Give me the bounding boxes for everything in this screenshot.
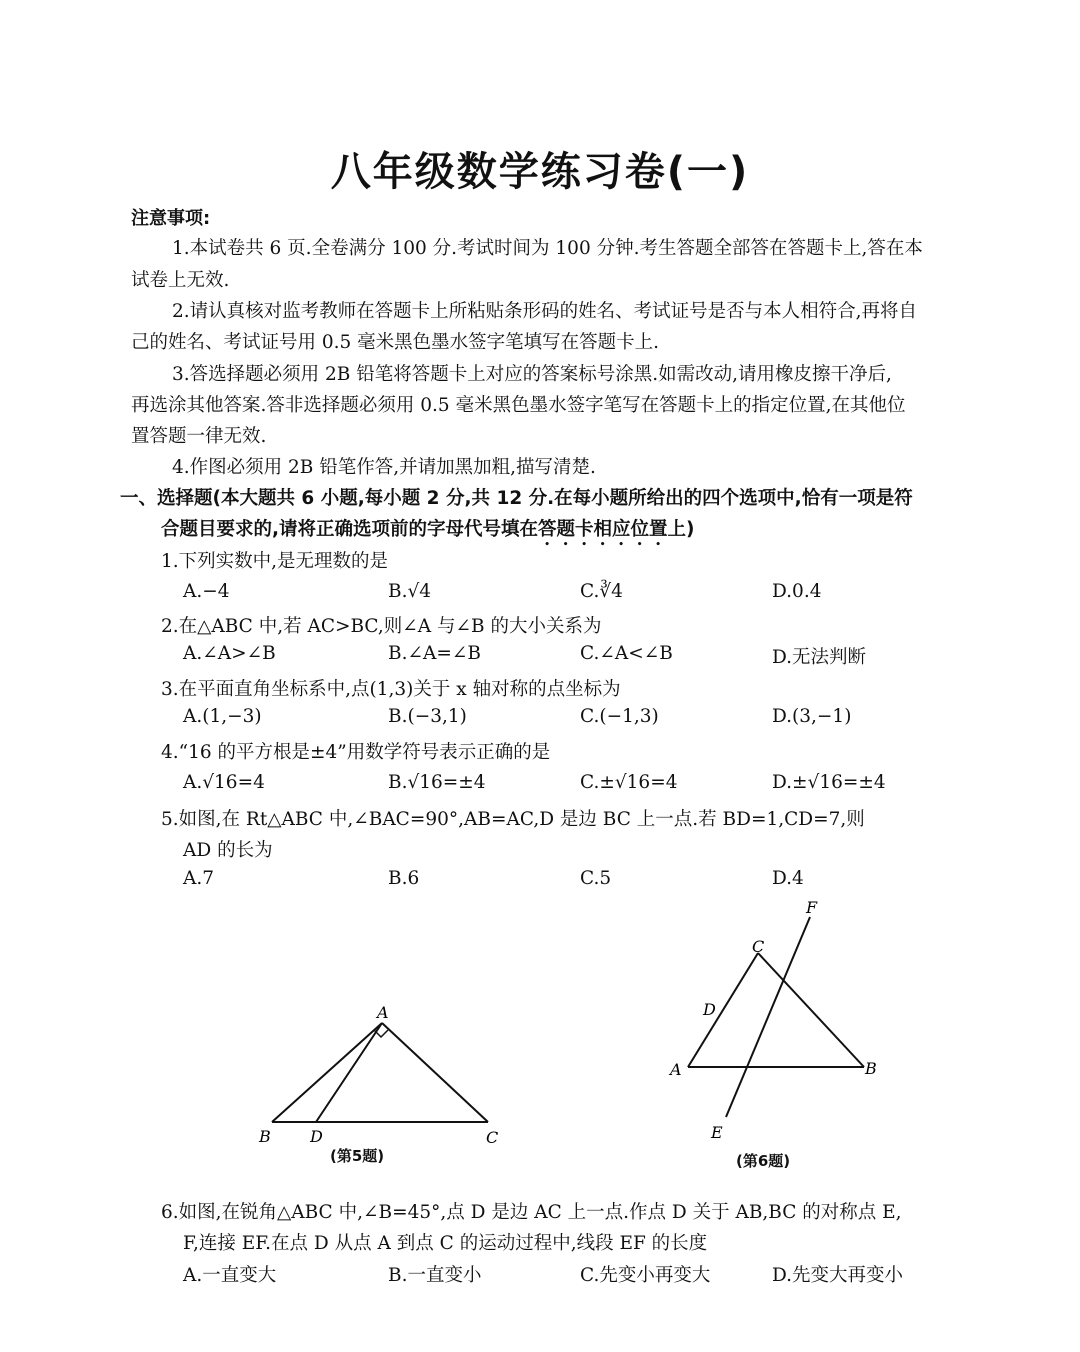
figure-5-diagram bbox=[250, 1000, 520, 1150]
notice-line: 3.答选择题必须用 2B 铅笔将答题卡上对应的答案标号涂黑.如需改动,请用橡皮擦干净后, bbox=[172, 364, 892, 385]
question-stem: 5.如图,在 Rt△ABC 中,∠BAC=90°,AB=AC,D 是边 BC 上一点.若 BD=1,CD=7,则 bbox=[161, 809, 865, 830]
option-b: B.6 bbox=[388, 868, 420, 889]
point-label-c: C bbox=[486, 1128, 499, 1147]
notice-heading: 注意事项: bbox=[131, 208, 211, 229]
notice-line: 试卷上无效. bbox=[131, 270, 230, 291]
point-label-d: D bbox=[703, 1000, 716, 1019]
question-stem-continued: AD 的长为 bbox=[183, 840, 273, 861]
option-b: B.√4 bbox=[388, 581, 432, 602]
option-d: D.4 bbox=[772, 868, 804, 889]
option-a: A.(1,−3) bbox=[183, 706, 262, 727]
option-c: C.±√16=4 bbox=[580, 772, 678, 793]
option-d: D.(3,−1) bbox=[772, 706, 852, 727]
figure-5-caption: (第5题) bbox=[330, 1147, 385, 1165]
option-c: C.∛4 bbox=[580, 581, 623, 602]
notice-line: 再选涂其他答案.答非选择题必须用 0.5 毫米黑色墨水签字笔写在答题卡上的指定位置,在其他位 bbox=[131, 395, 906, 416]
figure-6-caption: (第6题) bbox=[736, 1152, 791, 1170]
option-a: A.−4 bbox=[183, 581, 230, 602]
section-heading: 一、选择题(本大题共 6 小题,每小题 2 分,共 12 分.在每小题所给出的四个选项中,恰有一项是符 bbox=[120, 488, 913, 509]
option-a: A.一直变大 bbox=[183, 1265, 277, 1286]
option-a: A.√16=4 bbox=[183, 772, 265, 793]
option-c: C.先变小再变大 bbox=[580, 1265, 711, 1286]
notice-line: 己的姓名、考试证号用 0.5 毫米黑色墨水签字笔填写在答题卡上. bbox=[131, 332, 660, 353]
question-stem: 3.在平面直角坐标系中,点(1,3)关于 x 轴对称的点坐标为 bbox=[161, 679, 621, 700]
notice-line: 2.请认真核对监考教师在答题卡上所粘贴条形码的姓名、考试证号是否与本人相符合,再将自 bbox=[172, 301, 918, 322]
segment-cb bbox=[758, 953, 864, 1067]
question-stem: 2.在△ABC 中,若 AC>BC,则∠A 与∠B 的大小关系为 bbox=[161, 616, 602, 637]
page-title: 八年级数学练习卷(一) bbox=[330, 149, 750, 195]
option-b: B.一直变小 bbox=[388, 1265, 482, 1286]
option-b: B.(−3,1) bbox=[388, 706, 467, 727]
question-stem: 1.下列实数中,是无理数的是 bbox=[161, 551, 389, 572]
option-a: A.∠A>∠B bbox=[183, 643, 276, 664]
notice-line: 1.本试卷共 6 页.全卷满分 100 分.考试时间为 100 分钟.考生答题全部答在答题卡上,答在本 bbox=[172, 238, 923, 259]
section-instruction: 合题目要求的,请将正确选项前的字母代号填在答题卡相应位置上) bbox=[161, 519, 695, 540]
option-d: D.无法判断 bbox=[772, 647, 867, 668]
notice-line: 置答题一律无效. bbox=[131, 426, 267, 447]
line-ef bbox=[726, 917, 810, 1117]
option-d: D.先变大再变小 bbox=[772, 1265, 904, 1286]
point-label-d: D bbox=[310, 1127, 323, 1146]
point-label-a: A bbox=[670, 1060, 682, 1079]
point-label-c: C bbox=[752, 937, 765, 956]
option-c: C.5 bbox=[580, 868, 612, 889]
question-stem-continued: F,连接 EF.在点 D 从点 A 到点 C 的运动过程中,线段 EF 的长度 bbox=[183, 1233, 708, 1254]
point-label-a: A bbox=[377, 1003, 389, 1022]
option-c: C.(−1,3) bbox=[580, 706, 659, 727]
point-label-e: E bbox=[711, 1123, 723, 1142]
option-d: D.0.4 bbox=[772, 581, 822, 602]
notice-line: 4.作图必须用 2B 铅笔作答,并请加黑加粗,描写清楚. bbox=[172, 457, 596, 478]
option-b: B.∠A=∠B bbox=[388, 643, 481, 664]
point-label-f: F bbox=[806, 898, 818, 917]
point-label-b: B bbox=[259, 1127, 271, 1146]
point-label-b: B bbox=[865, 1059, 877, 1078]
option-d: D.±√16=±4 bbox=[772, 772, 886, 793]
question-stem: 6.如图,在锐角△ABC 中,∠B=45°,点 D 是边 AC 上一点.作点 D 关于 AB,BC 的对称点 E, bbox=[161, 1202, 902, 1223]
segment-ac bbox=[382, 1023, 488, 1122]
figure-6-diagram bbox=[660, 895, 890, 1145]
option-a: A.7 bbox=[183, 868, 215, 889]
option-b: B.√16=±4 bbox=[388, 772, 486, 793]
option-c: C.∠A<∠B bbox=[580, 643, 673, 664]
question-stem: 4.“16 的平方根是±4”用数学符号表示正确的是 bbox=[161, 742, 551, 763]
segment-ca bbox=[688, 953, 758, 1067]
